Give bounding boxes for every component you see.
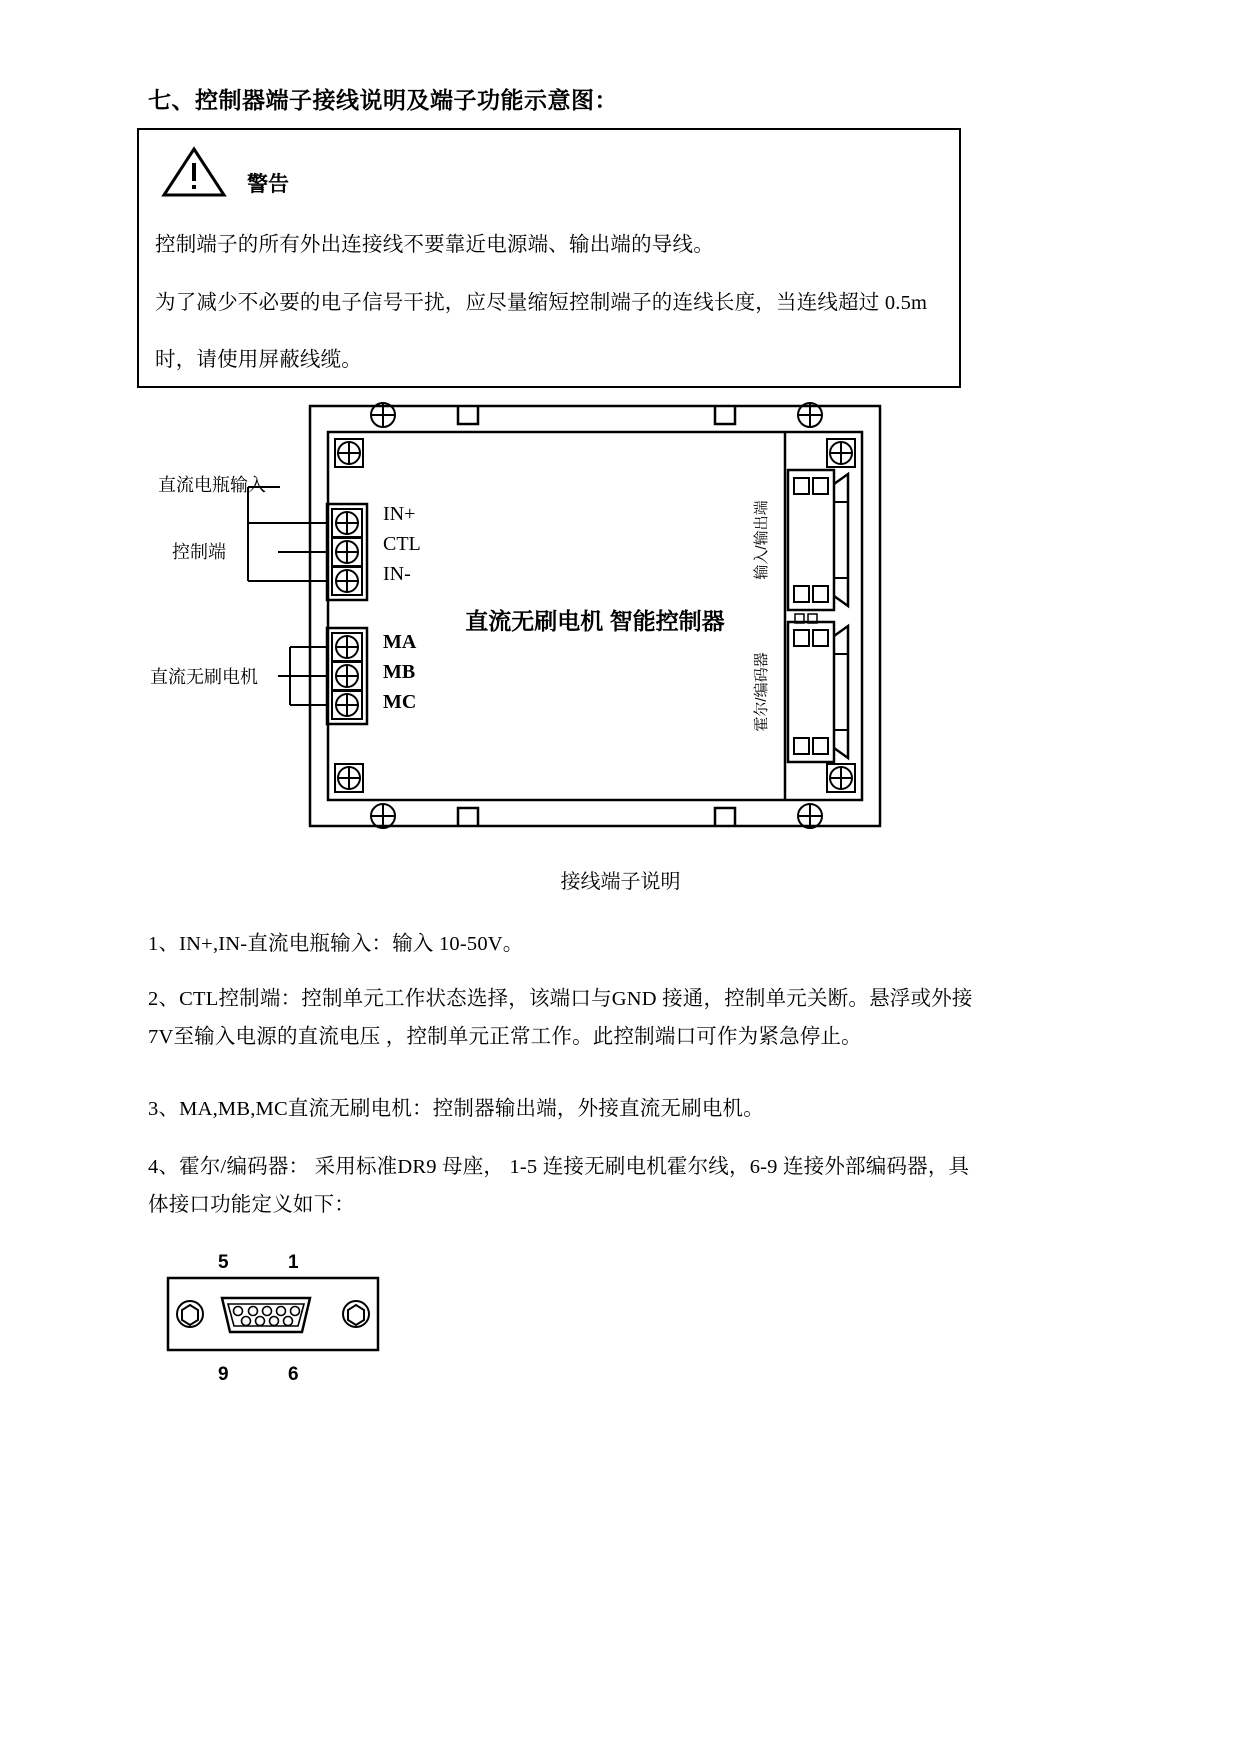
item-1: 1、IN+,IN-直流电瓶输入：输入 10-50V。: [148, 933, 524, 955]
page-title: 七、控制器端子接线说明及端子功能示意图：: [148, 87, 618, 113]
svg-text:直流无刷电机: 直流无刷电机: [150, 667, 258, 687]
svg-text:9: 9: [218, 1364, 229, 1385]
svg-text:直流电瓶输入: 直流电瓶输入: [158, 475, 266, 495]
svg-text:CTL: CTL: [383, 533, 421, 555]
item-4: 4、霍尔/编码器： 采用标准DR9 母座， 1-5 连接无刷电机霍尔线，6-9 连接外部编码器，具体接口功能定义如下：: [148, 1156, 970, 1216]
svg-text:输入/输出端: 输入/输出端: [753, 500, 770, 580]
item-3: 3、MA,MB,MC直流无刷电机：控制器输出端，外接直流无刷电机。: [148, 1098, 764, 1120]
warning-line-1: 控制端子的所有外出连接线不要靠近电源端、输出端的导线。: [155, 234, 714, 256]
svg-text:MA: MA: [383, 631, 417, 653]
svg-text:6: 6: [288, 1364, 299, 1385]
svg-text:MC: MC: [383, 691, 417, 713]
svg-text:5: 5: [218, 1252, 229, 1273]
warning-line-2: 为了减少不必要的电子信号干扰，应尽量缩短控制端子的连线长度，当连线超过 0.5m: [155, 292, 928, 314]
warning-label: 警告: [247, 173, 289, 196]
warning-box: [137, 128, 961, 388]
item-2: 2、CTL控制端：控制单元工作状态选择，该端口与GND 接通，控制单元关断。悬浮或外接7V至输入电源的直流电压 ，控制单元正常工作。此控制端口可作为紧急停止。: [148, 988, 973, 1048]
svg-text:1: 1: [288, 1252, 299, 1273]
svg-text:IN-: IN-: [383, 563, 411, 585]
svg-text:IN+: IN+: [383, 503, 416, 525]
svg-text:MB: MB: [383, 661, 416, 683]
diagram-caption: 接线端子说明: [560, 871, 681, 893]
controller-terminal-diagram: [130, 392, 970, 842]
warning-line-3: 时，请使用屏蔽线缆。: [155, 349, 362, 371]
warning-triangle-icon: [161, 146, 227, 198]
db9-connector-diagram: [150, 1250, 410, 1390]
svg-text:直流无刷电机 智能控制器: 直流无刷电机 智能控制器: [465, 608, 725, 634]
svg-text:霍尔/编码器: 霍尔/编码器: [753, 652, 770, 732]
svg-text:控制端: 控制端: [172, 542, 226, 562]
